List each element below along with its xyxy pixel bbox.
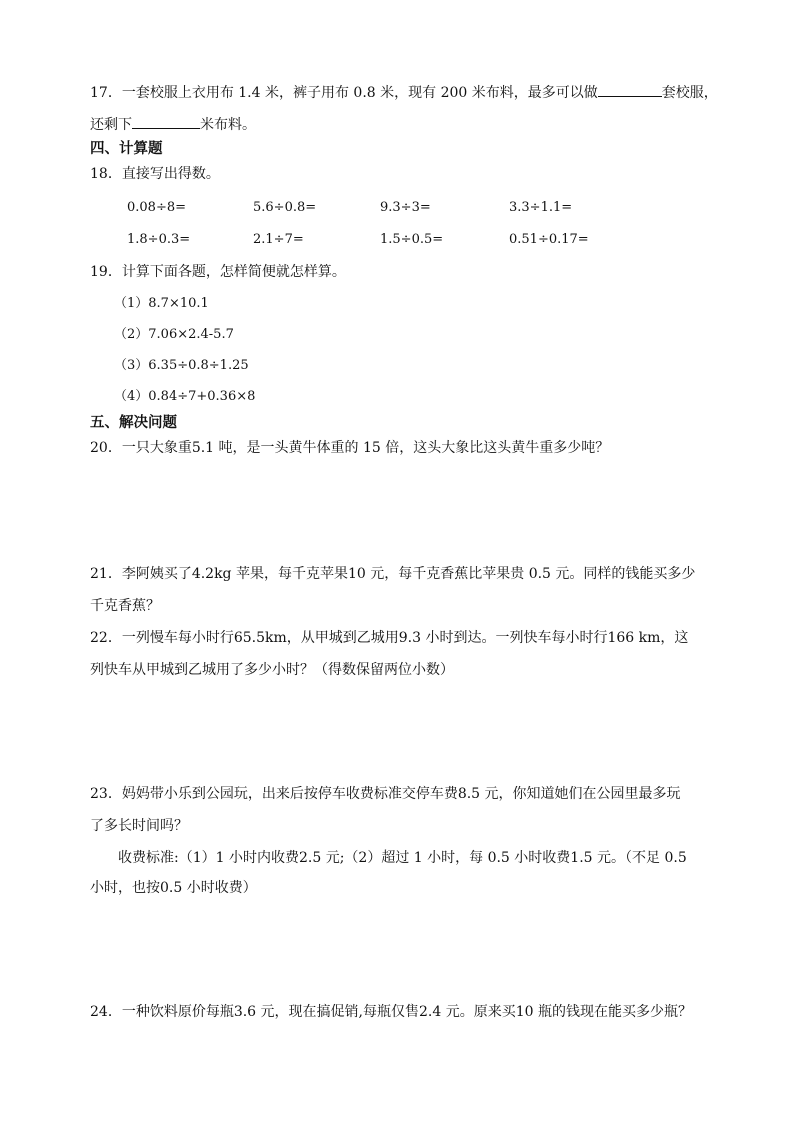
question-23-line-2: 了多长时间吗？: [90, 818, 188, 834]
q19-sub-item: （2）7.06×2.4-5.7: [114, 327, 234, 342]
q17-text-part4: 米布料。: [200, 117, 256, 133]
question-17-line-2: [90, 114, 256, 135]
question-23-line-1: 23．妈妈带小乐到公园玩，出来后按停车收费标准交停车费8.5 元，你知道她们在公园里最多玩: [90, 786, 681, 802]
calc-item: 3.3÷1.1=: [509, 200, 573, 215]
q17-text-part2: 套校服，: [661, 85, 718, 101]
question-20-text: 20．一只大象重5.1 吨，是一头黄牛体重的 15 倍，这头大象比这头黄牛重多少吨？: [90, 440, 610, 456]
section-5-title: 五、解决问题: [90, 415, 177, 431]
question-21-line-1: 21．李阿姨买了4.2kg 苹果，每千克苹果10 元，每千克香蕉比苹果贵 0.5 元。同样的钱能买多少: [90, 566, 696, 582]
question-24-text: 24．一种饮料原价每瓶3.6 元，现在搞促销,每瓶仅售2.4 元。原来买10 瓶的钱现在能买多少瓶？: [90, 1004, 692, 1020]
question-22-line-2: 列快车从甲城到乙城用了多少小时？（得数保留两位小数）: [90, 662, 454, 678]
calc-item: 0.08÷8=: [127, 200, 187, 215]
question-21-line-2: 千克香蕉？: [90, 598, 160, 614]
calc-item: 2.1÷7=: [253, 232, 304, 247]
question-23-fee-standard-line-1: 收费标准:（1）1 小时内收费2.5 元;（2）超过 1 小时，每 0.5 小时收费1.5 元。（不足 0.5: [118, 850, 687, 866]
calc-item: 1.8÷0.3=: [127, 232, 191, 247]
q17-answer-blank-2[interactable]: [132, 114, 200, 129]
q17-answer-blank-1[interactable]: [598, 82, 662, 97]
question-23-fee-standard-line-2: 小时，也按0.5 小时收费）: [90, 880, 257, 896]
question-19-text: 19．计算下面各题，怎样简便就怎样算。: [90, 264, 346, 280]
q19-sub-item: （4）0.84÷7+0.36×8: [114, 389, 256, 404]
calc-item: 0.51÷0.17=: [509, 232, 589, 247]
q19-sub-item: （1）8.7×10.1: [114, 296, 209, 311]
section-4-title: 四、计算题: [90, 141, 163, 157]
question-18-text: 18．直接写出得数。: [90, 166, 220, 182]
question-22-line-1: 22．一列慢车每小时行65.5km，从甲城到乙城用9.3 小时到达。一列快车每小时行166 km，这: [90, 630, 689, 646]
q19-sub-item: （3）6.35÷0.8÷1.25: [114, 358, 249, 373]
q17-text-part3: 还剩下: [90, 117, 132, 133]
calc-item: 1.5÷0.5=: [380, 232, 444, 247]
calc-item: 5.6÷0.8=: [253, 200, 317, 215]
question-17-line-1: [90, 82, 718, 103]
calc-item: 9.3÷3=: [380, 200, 431, 215]
q17-text-part1: 17．一套校服上衣用布 1.4 米，裤子用布 0.8 米，现有 200 米布料，最多可以做: [90, 85, 598, 101]
